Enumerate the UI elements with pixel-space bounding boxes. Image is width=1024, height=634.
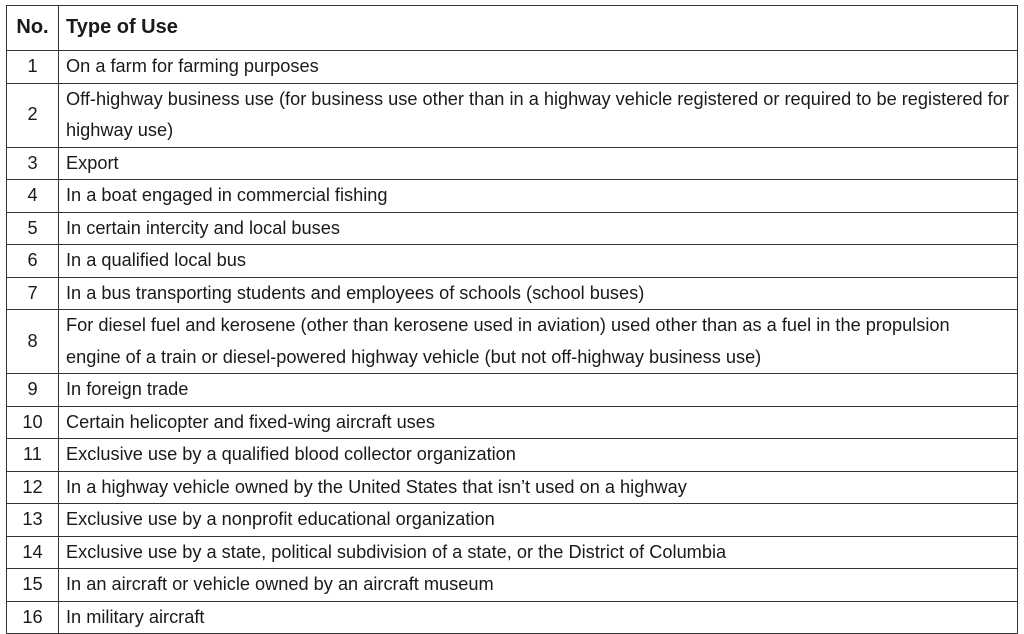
table-row: [7, 406, 1018, 439]
table-row: [7, 374, 1018, 407]
table-row: [7, 536, 1018, 569]
row-number: 7: [7, 277, 59, 310]
row-type-of-use: Exclusive use by a nonprofit educational organization: [59, 504, 1018, 537]
table-row: [7, 310, 1018, 374]
row-number: 4: [7, 180, 59, 213]
table-row: [7, 504, 1018, 537]
table-row: [7, 569, 1018, 602]
row-number: 8: [7, 310, 59, 374]
row-type-of-use: In certain intercity and local buses: [59, 212, 1018, 245]
row-type-of-use: In military aircraft: [59, 601, 1018, 634]
table-row: [7, 180, 1018, 213]
row-type-of-use: In a bus transporting students and employees of schools (school buses): [59, 277, 1018, 310]
row-type-of-use: In a boat engaged in commercial fishing: [59, 180, 1018, 213]
column-header-type-of-use: Type of Use: [59, 6, 1018, 51]
row-type-of-use: In an aircraft or vehicle owned by an aircraft museum: [59, 569, 1018, 602]
row-type-of-use: On a farm for farming purposes: [59, 51, 1018, 84]
row-number: 6: [7, 245, 59, 278]
row-type-of-use: In a highway vehicle owned by the United States that isn’t used on a highway: [59, 471, 1018, 504]
row-type-of-use: Export: [59, 147, 1018, 180]
row-number: 2: [7, 83, 59, 147]
table-row: [7, 212, 1018, 245]
table-row: [7, 83, 1018, 147]
table-row: [7, 245, 1018, 278]
type-of-use-table: [6, 5, 1018, 634]
row-number: 16: [7, 601, 59, 634]
table-header-row: [7, 6, 1018, 51]
row-type-of-use: Certain helicopter and fixed-wing aircraft uses: [59, 406, 1018, 439]
type-of-use-table-container: [6, 5, 1017, 634]
row-number: 1: [7, 51, 59, 84]
row-number: 9: [7, 374, 59, 407]
row-type-of-use: Exclusive use by a qualified blood collector organization: [59, 439, 1018, 472]
row-number: 14: [7, 536, 59, 569]
row-type-of-use: In foreign trade: [59, 374, 1018, 407]
row-type-of-use: Exclusive use by a state, political subdivision of a state, or the District of Columbia: [59, 536, 1018, 569]
column-header-number: No.: [7, 6, 59, 51]
row-number: 15: [7, 569, 59, 602]
table-row: [7, 471, 1018, 504]
table-row: [7, 147, 1018, 180]
row-number: 5: [7, 212, 59, 245]
row-type-of-use: In a qualified local bus: [59, 245, 1018, 278]
table-row: [7, 51, 1018, 84]
row-number: 11: [7, 439, 59, 472]
table-row: [7, 601, 1018, 634]
row-number: 3: [7, 147, 59, 180]
table-row: [7, 277, 1018, 310]
row-type-of-use: Off-highway business use (for business use other than in a highway vehicle registered or required to be registered for highway use): [59, 83, 1018, 147]
row-number: 10: [7, 406, 59, 439]
row-number: 12: [7, 471, 59, 504]
table-row: [7, 439, 1018, 472]
row-number: 13: [7, 504, 59, 537]
row-type-of-use: For diesel fuel and kerosene (other than kerosene used in aviation) used other than as a fuel in the propulsion engine of a train or diesel-powered highway vehicle (but not off-highway business use): [59, 310, 1018, 374]
